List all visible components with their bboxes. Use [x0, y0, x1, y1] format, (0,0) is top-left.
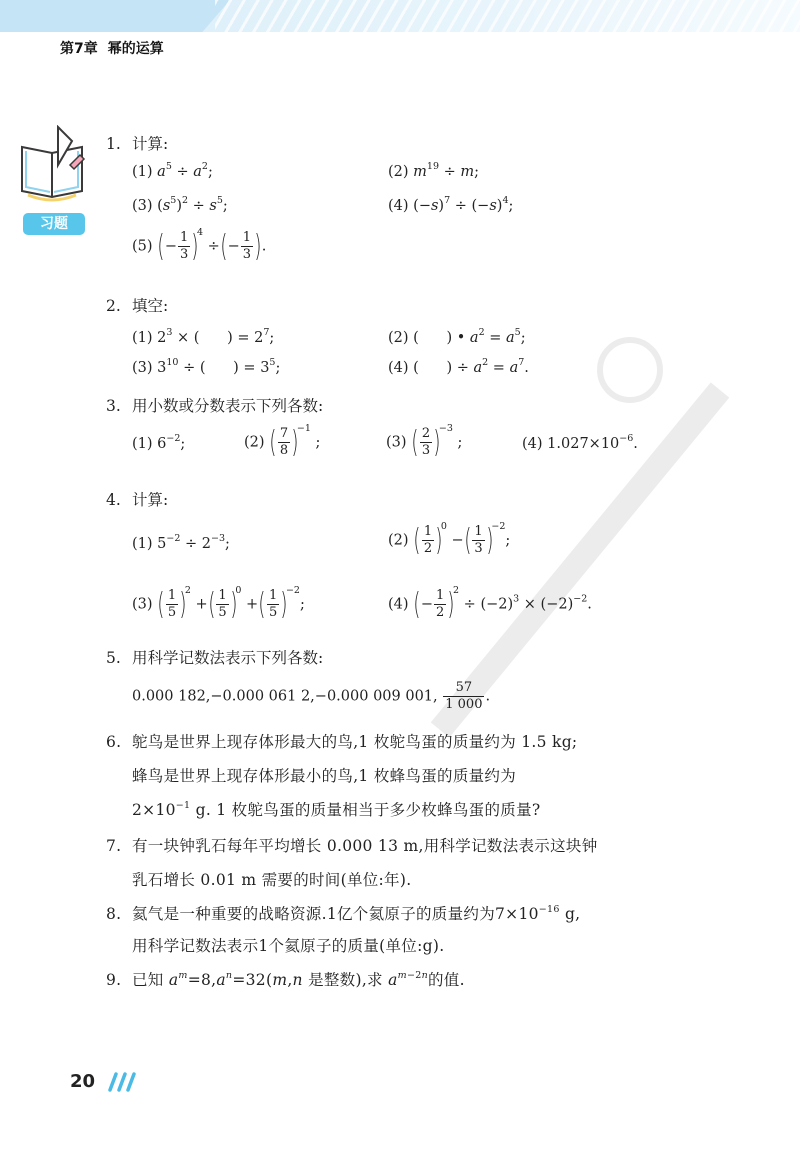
page-number: 20 [70, 1071, 96, 1092]
exercise-1-item-3: (3) $(s^5)^2 \div s^5$; [132, 195, 228, 214]
exercise-4-item-2: (2) ( $\frac{1}{2}$ )$^0$ −( $\frac{1}{3}$ )$^{-2}$; [388, 520, 511, 558]
exercise-2-item-1: (1) $2^3$ × ( ) = $2^7$; [132, 327, 275, 346]
book-icon [16, 125, 90, 207]
exercise-2-item-3: (3) $3^{10}$ ÷ ( ) = $3^5$; [132, 357, 281, 376]
exercise-1-item-5: (5) (− $\frac{1}{3}$ )$^4$ ÷(− $\frac{1}{3}$ ). [132, 226, 267, 264]
exercise-4-title: 4. 计算: [106, 491, 169, 509]
page-number-slashes [104, 1072, 138, 1092]
exercise-3-title: 3. 用小数或分数表示下列各数: [106, 397, 324, 415]
exercise-6: 6. 鸵鸟是世界上现存体形最大的鸟,1 枚鸵鸟蛋的质量约为 1.5 kg; [106, 733, 578, 751]
exercise-section-marker [16, 125, 90, 235]
exercise-3-item-1: (1) $6^{-2}$; [132, 433, 186, 452]
exercise-3-item-2: (2) ( $\frac{7}{8}$ )$^{-1}$ ; [244, 422, 321, 460]
exercise-3-item-4: (4) $1.027\times 10^{-6}$. [522, 433, 638, 452]
exercise-9: 9. 已知 $a^m=8,a^n=32(m,n$ 是整数),求 $a^{m-2n}$的值. [106, 970, 465, 989]
exercise-1-item-1: (1) $a^5 \div a^2$; [132, 161, 213, 180]
exercise-4-item-3: (3) ( $\frac{1}{5}$ )$^2$ +( $\frac{1}{5}$ )$^0$ +( $\frac{1}{5}$ )$^{-2}$; [132, 584, 305, 622]
exercise-4-item-1: (1) $5^{-2} \div 2^{-3}$; [132, 533, 230, 552]
exercise-7: 7. 有一块钟乳石每年平均增长 0.000 13 m,用科学记数法表示这块钟 [106, 837, 598, 855]
exercise-1-item-4: (4) $(-s)^7 \div (-s)^4$; [388, 195, 514, 214]
exercise-7-line-2: 乳石增长 0.01 m 需要的时间(单位:年). [132, 871, 412, 889]
exercise-5-values: 0.000 182,−0.000 061 2,−0.000 009 001, $\frac{57}{1 000}$ . [132, 680, 491, 712]
exercise-5-title: 5. 用科学记数法表示下列各数: [106, 649, 324, 667]
exercise-6-line-3: $2\times 10^{-1}$ g. 1 枚鸵鸟蛋的质量相当于多少枚蜂鸟蛋的质量? [132, 800, 541, 819]
exercise-8-line-2: 用科学记数法表示1个氦原子的质量(单位:g). [132, 937, 445, 955]
exercise-2-item-2: (2) ( ) • $a^2 = a^5$; [388, 327, 526, 346]
chapter-title [60, 38, 164, 58]
header-stripes [215, 0, 800, 32]
exercise-6-line-2: 蜂鸟是世界上现存体形最小的鸟,1 枚蜂鸟蛋的质量约为 [132, 767, 517, 785]
exercise-3-item-3: (3) ( $\frac{2}{3}$ )$^{-3}$ ; [386, 422, 463, 460]
header-accent [0, 0, 230, 32]
exercise-1-title: 1. 计算: [106, 135, 169, 153]
exercise-2-title: 2. 填空: [106, 297, 169, 315]
chapter-name: 幂的运算 [107, 41, 164, 57]
exercise-8: 8. 氦气是一种重要的战略资源.1亿个氦原子的质量约为$7\times 10^{-16}$ g, [106, 904, 581, 923]
exercise-badge: 习题 [23, 213, 85, 235]
exercise-1-item-2: (2) $m^{19} \div m$; [388, 161, 480, 180]
exercise-4-item-4: (4) (− $\frac{1}{2}$ )$^2 \div (-2)^3 \times (-2)^{-2}$. [388, 584, 592, 622]
chapter-number: 第7章 [60, 41, 98, 57]
exercise-2-item-4: (4) ( ) ÷ $a^2 = a^7$. [388, 357, 529, 376]
